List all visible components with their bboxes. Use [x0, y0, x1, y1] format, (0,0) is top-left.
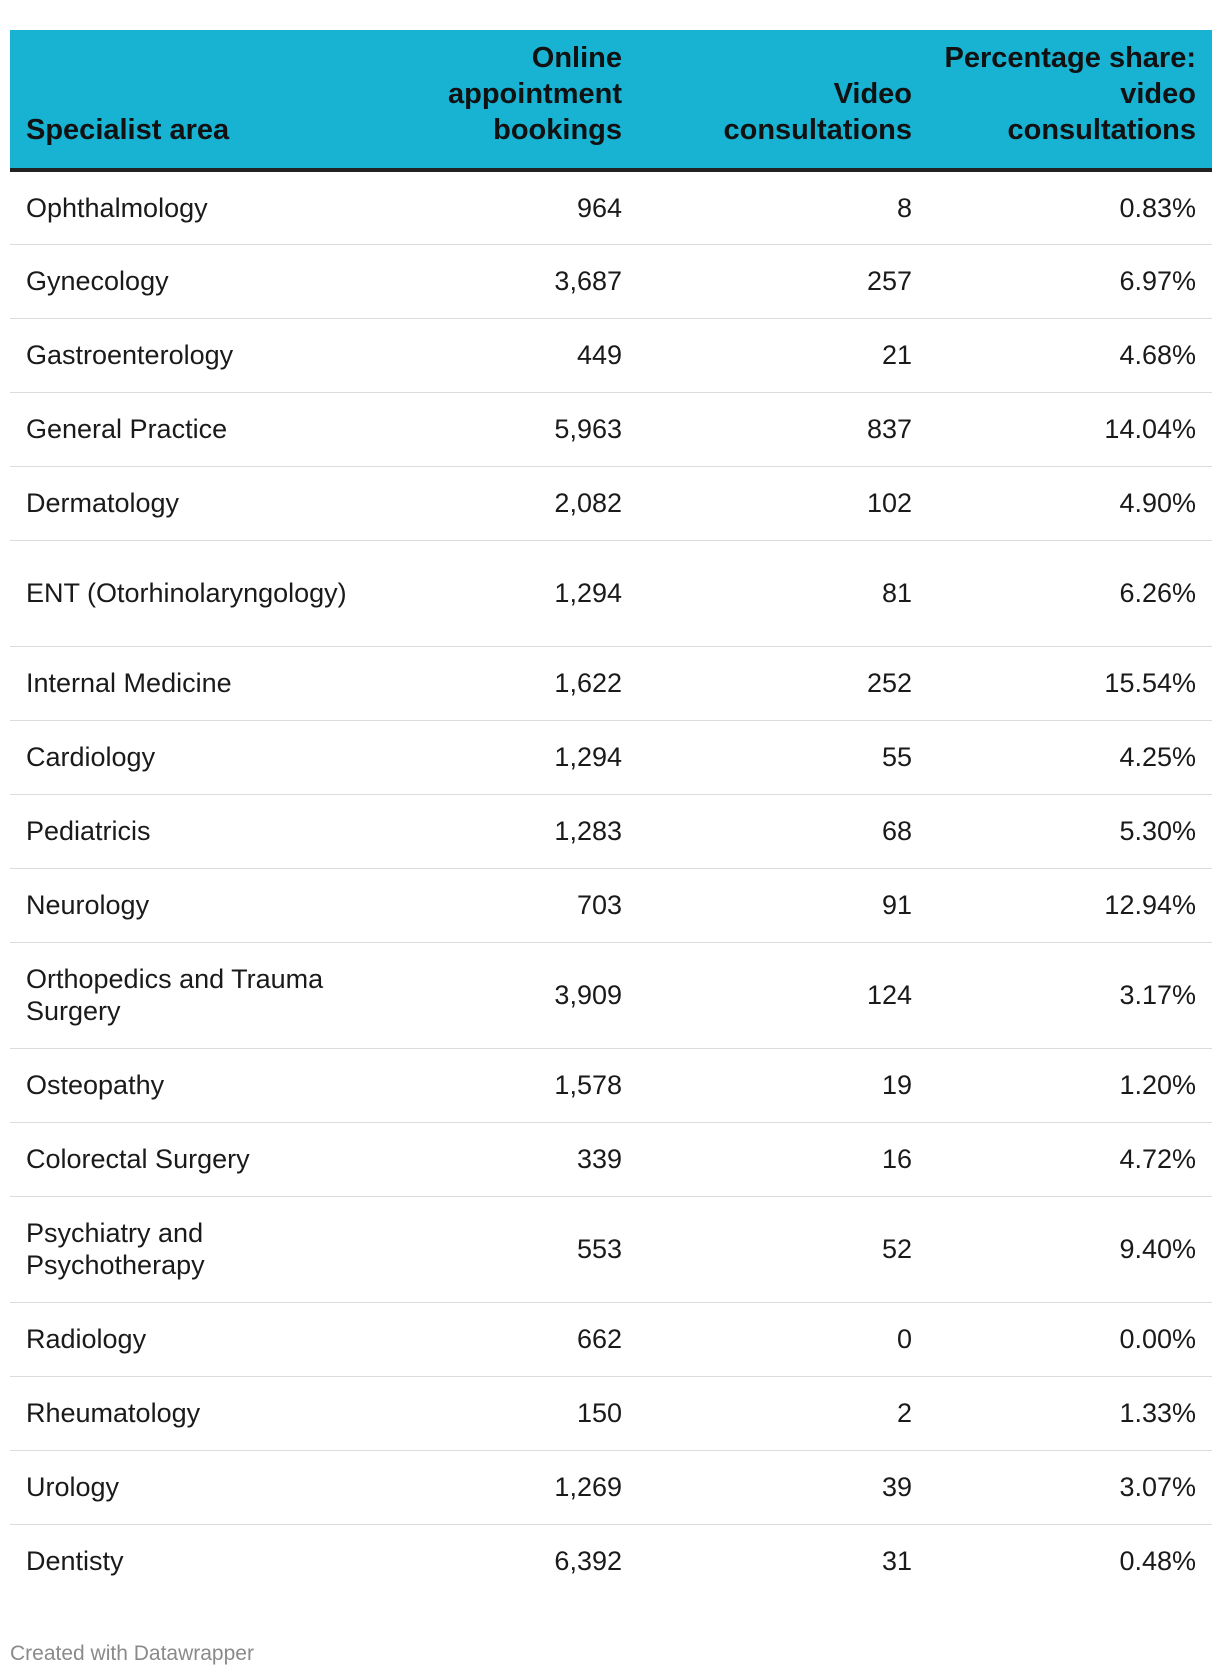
cell-percentage-share: 4.25% — [928, 720, 1212, 794]
cell-video-consultations: 124 — [638, 942, 928, 1048]
cell-online-bookings: 3,687 — [390, 244, 638, 318]
cell-video-consultations: 252 — [638, 646, 928, 720]
cell-video-consultations: 68 — [638, 794, 928, 868]
cell-specialist-area: ENT (Otorhinolaryngology) — [10, 540, 390, 646]
table-body — [10, 170, 1212, 1598]
cell-specialist-area: Gynecology — [10, 244, 390, 318]
table-row — [10, 868, 1212, 942]
cell-online-bookings: 5,963 — [390, 392, 638, 466]
cell-specialist-area: Rheumatology — [10, 1376, 390, 1450]
cell-percentage-share: 6.26% — [928, 540, 1212, 646]
header-video-consultations: Video consultations — [638, 30, 928, 170]
cell-specialist-area: Colorectal Surgery — [10, 1122, 390, 1196]
cell-percentage-share: 12.94% — [928, 868, 1212, 942]
table-row — [10, 1302, 1212, 1376]
table-row — [10, 1196, 1212, 1302]
cell-percentage-share: 4.68% — [928, 318, 1212, 392]
cell-video-consultations: 2 — [638, 1376, 928, 1450]
cell-specialist-area: Urology — [10, 1450, 390, 1524]
cell-percentage-share: 3.07% — [928, 1450, 1212, 1524]
cell-online-bookings: 339 — [390, 1122, 638, 1196]
cell-percentage-share: 0.83% — [928, 170, 1212, 244]
cell-video-consultations: 81 — [638, 540, 928, 646]
cell-percentage-share: 3.17% — [928, 942, 1212, 1048]
table-row — [10, 466, 1212, 540]
cell-percentage-share: 14.04% — [928, 392, 1212, 466]
cell-specialist-area: Psychiatry and Psychotherapy — [10, 1196, 390, 1302]
cell-percentage-share: 0.00% — [928, 1302, 1212, 1376]
table-row — [10, 646, 1212, 720]
datawrapper-credit: Created with Datawrapper — [10, 1642, 254, 1665]
cell-percentage-share: 5.30% — [928, 794, 1212, 868]
cell-specialist-area: Pediatricis — [10, 794, 390, 868]
cell-video-consultations: 8 — [638, 170, 928, 244]
cell-percentage-share: 1.33% — [928, 1376, 1212, 1450]
cell-online-bookings: 1,578 — [390, 1048, 638, 1122]
cell-specialist-area: Dentisty — [26, 1546, 124, 1577]
cell-percentage-share: 0.48% — [1119, 1546, 1196, 1577]
cell-video-consultations: 837 — [638, 392, 928, 466]
cell-video-consultations: 16 — [638, 1122, 928, 1196]
table-row — [10, 540, 1212, 646]
cell-online-bookings: 2,082 — [390, 466, 638, 540]
table-row — [10, 244, 1212, 318]
table-row — [10, 942, 1212, 1048]
cell-video-consultations: 52 — [638, 1196, 928, 1302]
cell-percentage-share: 4.90% — [928, 466, 1212, 540]
cell-online-bookings: 964 — [390, 170, 638, 244]
cell-video-consultations: 55 — [638, 720, 928, 794]
cell-percentage-share: 9.40% — [928, 1196, 1212, 1302]
cell-video-consultations: 21 — [638, 318, 928, 392]
cell-specialist-area: Radiology — [10, 1302, 390, 1376]
cell-percentage-share: 15.54% — [928, 646, 1212, 720]
cell-video-consultations: 19 — [638, 1048, 928, 1122]
table-row — [10, 1048, 1212, 1122]
header-row — [10, 30, 1212, 170]
cell-specialist-area: Osteopathy — [10, 1048, 390, 1122]
cell-online-bookings: 1,622 — [390, 646, 638, 720]
table-row — [10, 1450, 1212, 1524]
cell-online-bookings: 1,269 — [390, 1450, 638, 1524]
cell-specialist-area: Neurology — [10, 868, 390, 942]
cell-percentage-share: 4.72% — [928, 1122, 1212, 1196]
cell-specialist-area: Orthopedics and Trauma Surgery — [10, 942, 390, 1048]
cell-percentage-share: 6.97% — [928, 244, 1212, 318]
cell-online-bookings: 662 — [390, 1302, 638, 1376]
cell-online-bookings: 3,909 — [390, 942, 638, 1048]
specialist-table — [10, 30, 1212, 1598]
cell-specialist-area: Dermatology — [10, 466, 390, 540]
header-specialist-area: Specialist area — [10, 30, 390, 170]
cell-online-bookings: 1,294 — [390, 540, 638, 646]
cell-specialist-area: Cardiology — [10, 720, 390, 794]
cell-online-bookings: 703 — [390, 868, 638, 942]
header-online-bookings: Online appointment bookings — [390, 30, 638, 170]
table-row — [10, 1376, 1212, 1450]
cell-video-consultations: 39 — [638, 1450, 928, 1524]
cell-specialist-area: Ophthalmology — [10, 170, 390, 244]
cell-video-consultations: 102 — [638, 466, 928, 540]
cell-online-bookings: 1,283 — [390, 794, 638, 868]
table-row — [10, 170, 1212, 244]
table-row — [10, 392, 1212, 466]
cell-video-consultations: 91 — [638, 868, 928, 942]
table-row — [10, 1524, 1212, 1598]
cell-online-bookings: 449 — [390, 318, 638, 392]
table-header — [10, 30, 1212, 170]
cell-specialist-area: Internal Medicine — [10, 646, 390, 720]
cell-percentage-share: 1.20% — [928, 1048, 1212, 1122]
table-row — [10, 1122, 1212, 1196]
data-table-container — [10, 30, 1212, 1598]
cell-video-consultations: 257 — [638, 244, 928, 318]
cell-specialist-area: Gastroenterology — [10, 318, 390, 392]
cell-video-consultations: 31 — [881, 1546, 912, 1577]
header-percentage-share: Percentage share: video consultations — [928, 30, 1212, 170]
cell-video-consultations: 0 — [638, 1302, 928, 1376]
cell-online-bookings: 150 — [390, 1376, 638, 1450]
cell-online-bookings: 6,392 — [554, 1546, 622, 1577]
table-row — [10, 318, 1212, 392]
table-row — [10, 720, 1212, 794]
cell-online-bookings: 1,294 — [390, 720, 638, 794]
table-row — [10, 794, 1212, 868]
cell-specialist-area: General Practice — [10, 392, 390, 466]
cell-online-bookings: 553 — [390, 1196, 638, 1302]
